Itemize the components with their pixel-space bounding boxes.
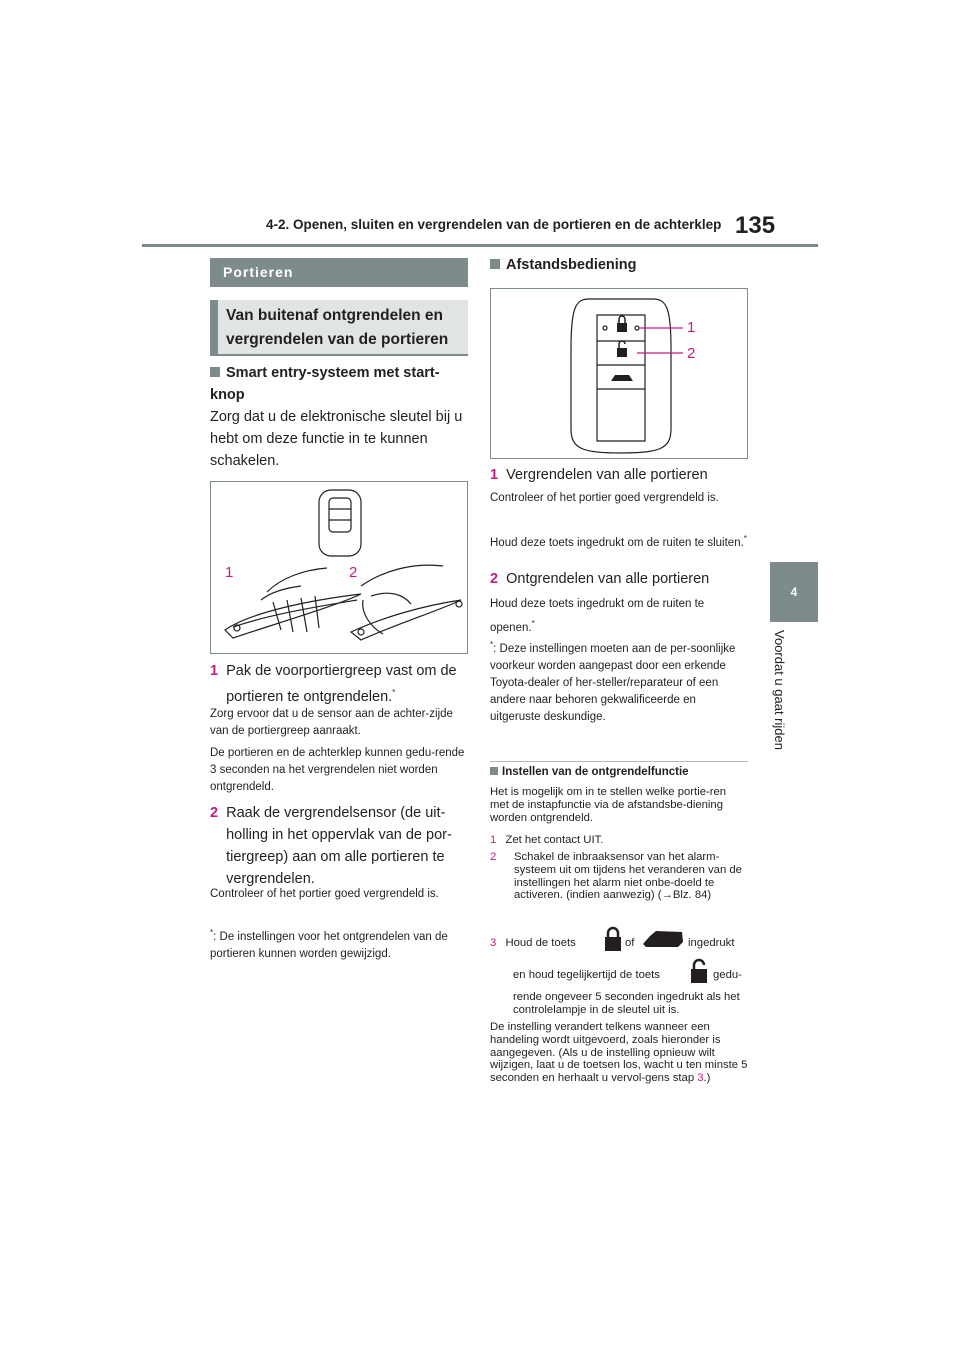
unlock-step-3: 3 Houd de toets	[490, 937, 576, 949]
chapter-title: Voordat u gaat rijden	[772, 630, 787, 750]
door-handle-figure	[210, 481, 468, 654]
lock-button-icon	[617, 323, 627, 332]
unlock-step-3-d: gedu-	[713, 969, 742, 981]
unlock-step-3-b: ingedrukt	[688, 937, 735, 949]
step-number: 2	[210, 805, 219, 821]
remote-heading	[490, 254, 748, 276]
trunk-button-icon	[611, 375, 633, 381]
subheading-underline	[210, 354, 468, 356]
subheading-text: Van buitenaf ontgrendelen en vergrendelen van de portieren	[226, 307, 449, 348]
lock-key-icon	[602, 926, 624, 952]
unlock-key-icon	[688, 958, 710, 984]
unlock-intro: Het is mogelijk om in te stellen welke portie-ren met de instapfunctie via de afstandsbe-diening worden ontgrendeld.	[490, 786, 727, 824]
unlock-function-heading: Instellen van de ontgrendelfunctie	[490, 766, 748, 778]
unlock-button-icon	[617, 348, 627, 357]
unlock-step-3-c: en houd tegelijkertijd de toets	[513, 969, 660, 981]
chapter-title-vertical	[753, 630, 833, 760]
right-step-2-note: Houd deze toets ingedrukt om de ruiten te openen.*	[490, 598, 705, 634]
smart-entry-heading	[210, 362, 468, 406]
page-number: 135	[735, 212, 776, 239]
square-bullet-icon	[490, 259, 500, 269]
key-fob-outline	[319, 490, 361, 556]
step-text: Pak de voorportiergreep vast om de portieren te ontgrendelen.*	[226, 663, 457, 705]
step-text: Raak de vergrendelsensor (de uit-holling in het oppervlak van de por-tiergreep) aan om alle portieren te vergrendelen.	[226, 805, 452, 887]
unlock-step-2: 2 Schakel de inbraaksensor van het alarm-systeem uit om tijdens het veranderen van de instellingen het alarm niet onbe-doeld te activeren. (indien aanwezig) (→Blz. 84)	[490, 851, 742, 902]
unlock-step-3-e: rende ongeveer 5 seconden ingedrukt als het controlelampje in de sleutel uit is.	[513, 991, 740, 1016]
right-footnote: *: Deze instellingen moeten aan de per-soonlijke voorkeur worden aangepast door een erkende Toyota-dealer of her-steller/reparateur of een andere naar behoren gekwalificeerde en uitgeruste deskundige.	[490, 640, 736, 723]
remote-label-1: 1	[687, 319, 696, 336]
smart-entry-text: Zorg dat u de elektronische sleutel bij u hebt om deze functie in te kunnen schakelen.	[210, 409, 463, 469]
door-handle-illustration	[211, 482, 467, 653]
smart-entry-heading-text: Smart entry-systeem met start-knop	[210, 365, 440, 403]
trunk-key-icon	[642, 928, 684, 948]
left-step-1	[210, 660, 468, 708]
right-step-2: 2 Ontgrendelen van alle portieren	[490, 571, 710, 587]
right-step-1-note-b: Houd deze toets ingedrukt om de ruiten te sluiten.*	[490, 534, 747, 549]
subheading-unlock-lock	[210, 300, 468, 354]
remote-figure	[490, 288, 748, 459]
of-text: of	[625, 937, 635, 949]
figure-label-1: 1	[225, 564, 234, 581]
left-step-2	[210, 802, 468, 890]
left-step-2-note: Controleer of het portier goed vergrendeld is.	[210, 888, 439, 900]
remote-key-illustration	[491, 289, 747, 458]
figure-label-2: 2	[349, 564, 358, 581]
left-step-1-note-a: Zorg ervoor dat u de sensor aan de achter-zijde van de portiergreep aanraakt.	[210, 708, 453, 737]
section-title: 4-2. Openen, sluiten en vergrendelen van de portieren en de achterklep	[266, 217, 722, 232]
remote-heading-text: Afstandsbediening	[506, 257, 637, 273]
left-step-1-note-b: De portieren en de achterklep kunnen gedu-rende 3 seconden na het vergrendelen niet worden ontgrendeld.	[210, 747, 465, 793]
chapter-tab: 4	[770, 562, 818, 622]
section-heading-portieren: Portieren	[210, 258, 468, 287]
closing-text: De instelling verandert telkens wanneer een handeling wordt uitgevoerd, zoals hieronder is aangegeven. (Als u de instelling opnieuw wilt wijzigen, laat u de toetsen los, wacht u ten minste 5 seconden en herhaalt u vervol-gens stap 3.)	[490, 1021, 748, 1085]
square-bullet-icon	[490, 767, 498, 775]
header-rule	[142, 244, 818, 247]
right-step-1-note-a: Controleer of het portier goed vergrendeld is.	[490, 492, 719, 504]
left-footnote: *: De instellingen voor het ontgrendelen van de portieren kunnen worden gewijzigd.	[210, 928, 448, 960]
section-divider	[490, 761, 748, 762]
square-bullet-icon	[210, 367, 220, 377]
remote-label-2: 2	[687, 345, 696, 362]
right-step-1: 1 Vergrendelen van alle portieren	[490, 467, 708, 483]
step-number: 1	[210, 663, 219, 679]
unlock-step-1: 1 Zet het contact UIT.	[490, 834, 604, 846]
